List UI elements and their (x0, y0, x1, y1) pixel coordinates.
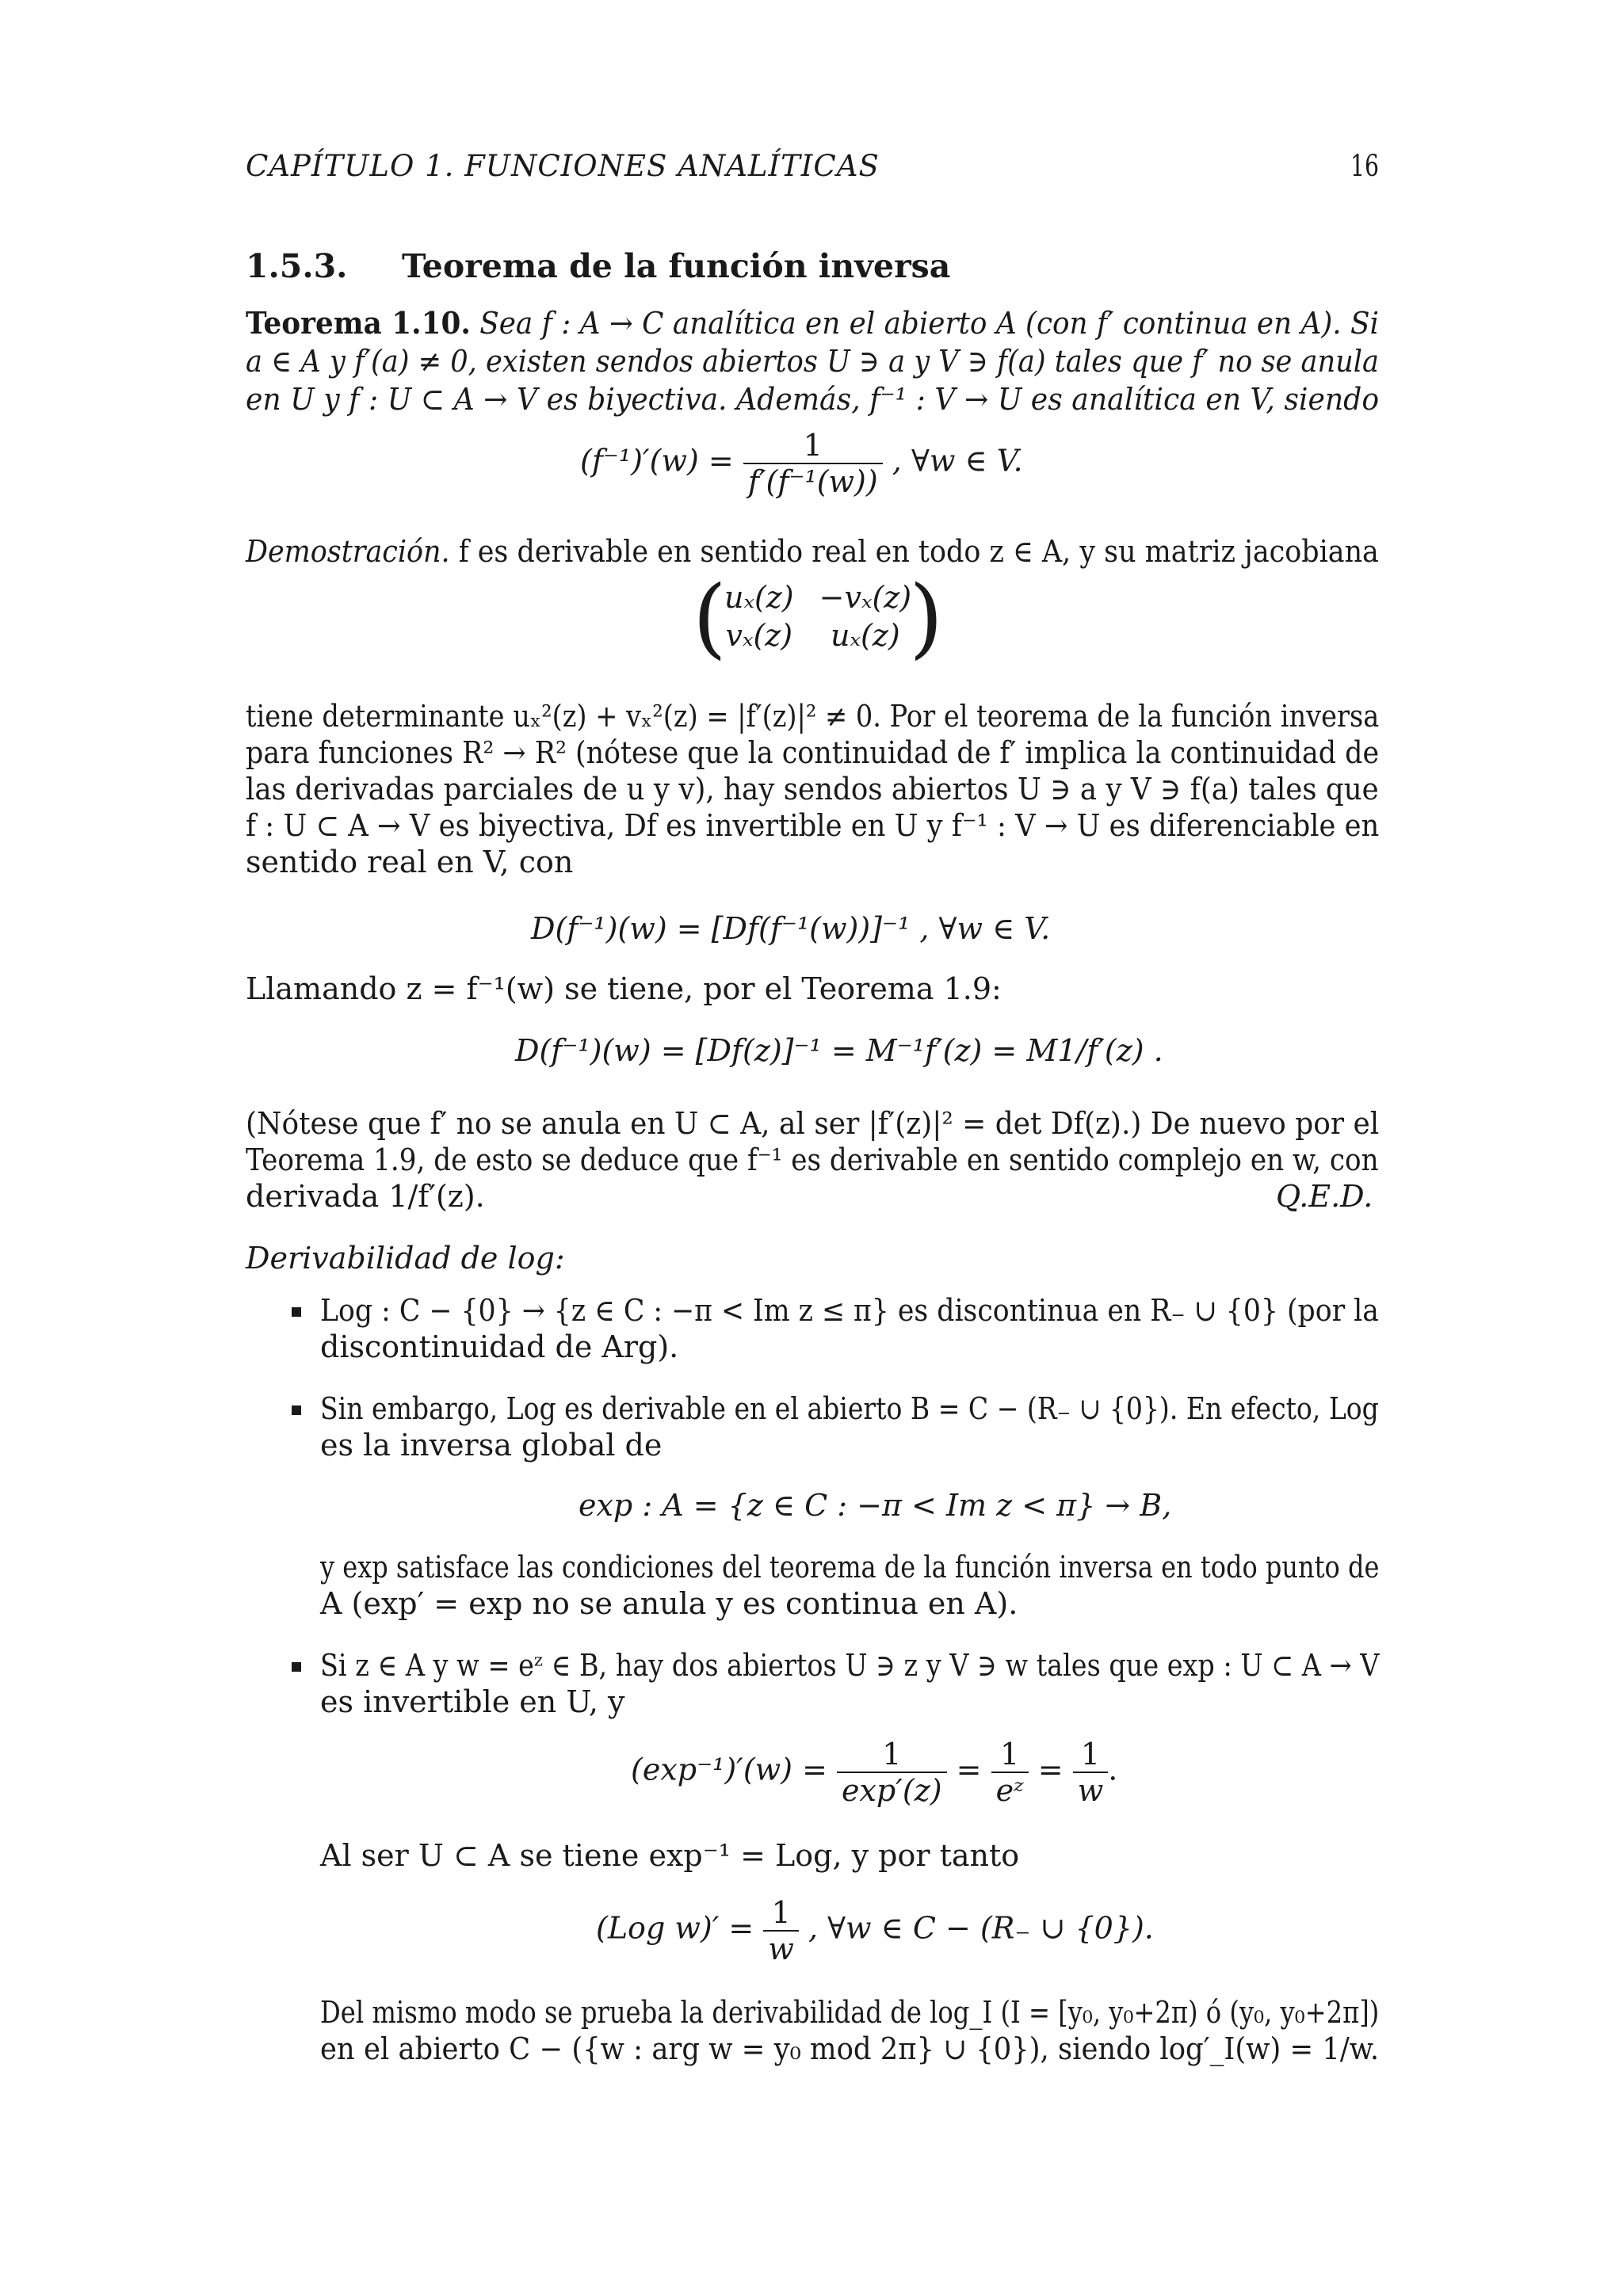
proof-paragraph-1-line-4: f : U ⊂ A → V es biyectiva, Df es invertible en U y f⁻¹ : V → U es diferenciable en (246, 808, 1380, 843)
denominator: w (768, 1932, 794, 1966)
eq-numerator: 1 (803, 428, 823, 463)
left-paren: ( (693, 566, 727, 668)
eq-log-lhs: (Log w)′ = (596, 1910, 754, 1946)
numerator: 1 (882, 1737, 902, 1772)
eq-inv-fraction-2 (991, 1737, 1029, 1808)
denominator: w (1077, 1773, 1104, 1808)
numerator: 1 (1000, 1737, 1020, 1772)
proof-paragraph-2-line-2: Teorema 1.9, de esto se deduce que f⁻¹ es derivable en sentido complejo en w, con (246, 1142, 1379, 1177)
proof-paragraph-1-line-2: para funciones R² → R² (nótese que la continuidad de f′ implica la continuidad de (246, 735, 1380, 770)
equals-sign: = (956, 1752, 991, 1787)
final-line-2: en el abierto C − ({w : arg w = y₀ mod 2π} ∪ {0}), siendo log′_I(w) = 1/w. (320, 2031, 1380, 2066)
bullet-marker (292, 1307, 301, 1317)
bullet-2-after-line-1: y exp satisface las condiciones del teorema de la función inversa en todo punto de (320, 1550, 1380, 1585)
eq-rhs: , ∀w ∈ V. (892, 443, 1023, 479)
proof-paragraph-1-line-3: las derivadas parciales de u y v), hay sendos abiertos U ∋ a y V ∋ f(a) tales que (246, 772, 1379, 807)
bullet-2-after-line-2: A (exp′ = exp no se anula y es continua en A). (320, 1586, 1018, 1621)
eq-fraction (743, 428, 883, 499)
eq-inv-fraction-1 (837, 1737, 947, 1808)
bullet-3-line-2: es invertible en U, y (320, 1684, 625, 1719)
period: . (1108, 1752, 1118, 1787)
theorem-label: Teorema 1.10. (246, 305, 471, 341)
equation-log-derivative (596, 1895, 1154, 1966)
theorem-line-1 (246, 304, 1379, 342)
running-header: CAPÍTULO 1. FUNCIONES ANALÍTICAS (246, 149, 880, 183)
equation-matrix-M: D(f⁻¹)(w) = [Df(z)]⁻¹ = M⁻¹f′(z) = M1/f′(z) . (515, 1033, 1163, 1068)
eq-denominator: f′(f⁻¹(w)) (747, 464, 878, 499)
eq-log-rhs: , ∀w ∈ C − (R₋ ∪ {0}). (808, 1910, 1154, 1946)
matrix-cell: vₓ(z) (725, 618, 793, 653)
theorem-equation (580, 428, 1023, 499)
section-number: 1.5.3. (246, 247, 348, 285)
proof-paragraph-1-line-1: tiene determinante uₓ²(z) + vₓ²(z) = |f′(z)|² ≠ 0. Por el teorema de la función inversa (246, 699, 1380, 734)
qed-mark: Q.E.D. (1276, 1179, 1373, 1214)
theorem-line-2: a ∈ A y f′(a) ≠ 0, existen sendos abiertos U ∋ a y V ∋ f(a) tales que f′ no se anula (246, 344, 1380, 379)
theorem-line-3: en U y f : U ⊂ A → V es biyectiva. Además, f⁻¹ : V → U es analítica en V, siendo (246, 382, 1380, 417)
bullet-2-line-2: es la inversa global de (320, 1428, 663, 1463)
proof-text-1: f es derivable en sentido real en todo z ∈ A, y su matriz jacobiana (458, 534, 1379, 569)
equation-exp-domain: exp : A = {z ∈ C : −π < Im z < π} → B, (579, 1488, 1172, 1523)
bullet-1-line-1: Log : C − {0} → {z ∈ C : −π < Im z ≤ π} es discontinua en R₋ ∪ {0} (por la (320, 1293, 1379, 1328)
matrix-cell: −vₓ(z) (819, 580, 912, 615)
bullet-3-line-1: Si z ∈ A y w = eᶻ ∈ B, hay dos abiertos U ∋ z y V ∋ w tales que exp : U ⊂ A → V (320, 1648, 1380, 1683)
bullet-1-line-2: discontinuidad de Arg). (320, 1329, 679, 1364)
proof-paragraph-2-line-1: (Nótese que f′ no se anula en U ⊂ A, al ser |f′(z)|² = det Df(z).) De nuevo por el (246, 1106, 1380, 1141)
bullet-2-line-1: Sin embargo, Log es derivable en el abierto B = C − (R₋ ∪ {0}). En efecto, Log (320, 1391, 1379, 1426)
numerator: 1 (1080, 1737, 1101, 1772)
proof-paragraph-2-line-3: derivada 1/f′(z). (246, 1179, 485, 1214)
section-heading (246, 247, 950, 285)
equation-exp-inverse-derivative (631, 1737, 1117, 1808)
eq-inv-fraction-3 (1073, 1737, 1109, 1808)
derivabilidad-heading: Derivabilidad de log: (246, 1241, 565, 1276)
final-line-1: Del mismo modo se prueba la derivabilidad de log_I (I = [y₀, y₀+2π) ó (y₀, y₀+2π]) (320, 1995, 1380, 2030)
eq-lhs: (f⁻¹)′(w) = (580, 443, 734, 479)
proof-label: Demostración. (246, 534, 450, 569)
eq-log-fraction (763, 1895, 799, 1966)
denominator: exp′(z) (842, 1773, 942, 1808)
matrix-cell: uₓ(z) (724, 580, 794, 615)
jacobian-matrix (693, 566, 944, 668)
numerator: 1 (771, 1895, 791, 1930)
al-ser-line: Al ser U ⊂ A se tiene exp⁻¹ = Log, y por tanto (320, 1838, 1020, 1873)
proof-paragraph-1-line-5: sentido real en V, con (246, 845, 574, 879)
eq-inv-lhs: (exp⁻¹)′(w) = (631, 1752, 827, 1787)
denominator: eᶻ (995, 1773, 1024, 1808)
equals-sign: = (1037, 1752, 1073, 1787)
section-title: Teorema de la función inversa (401, 247, 951, 285)
bullet-marker (292, 1662, 301, 1672)
matrix-cell: uₓ(z) (831, 618, 900, 653)
equation-jacobian-inverse: D(f⁻¹)(w) = [Df(f⁻¹(w))]⁻¹ , ∀w ∈ V. (531, 911, 1051, 946)
bullet-marker (292, 1405, 301, 1415)
page-number: 16 (1350, 149, 1380, 183)
right-paren: ) (909, 566, 944, 668)
proof-line-1 (246, 532, 1379, 570)
theorem-text-1: Sea f : A → C analítica en el abierto A (con f′ continua en A). Si (479, 306, 1379, 341)
llamando-line: Llamando z = f⁻¹(w) se tiene, por el Teorema 1.9: (246, 971, 1002, 1006)
